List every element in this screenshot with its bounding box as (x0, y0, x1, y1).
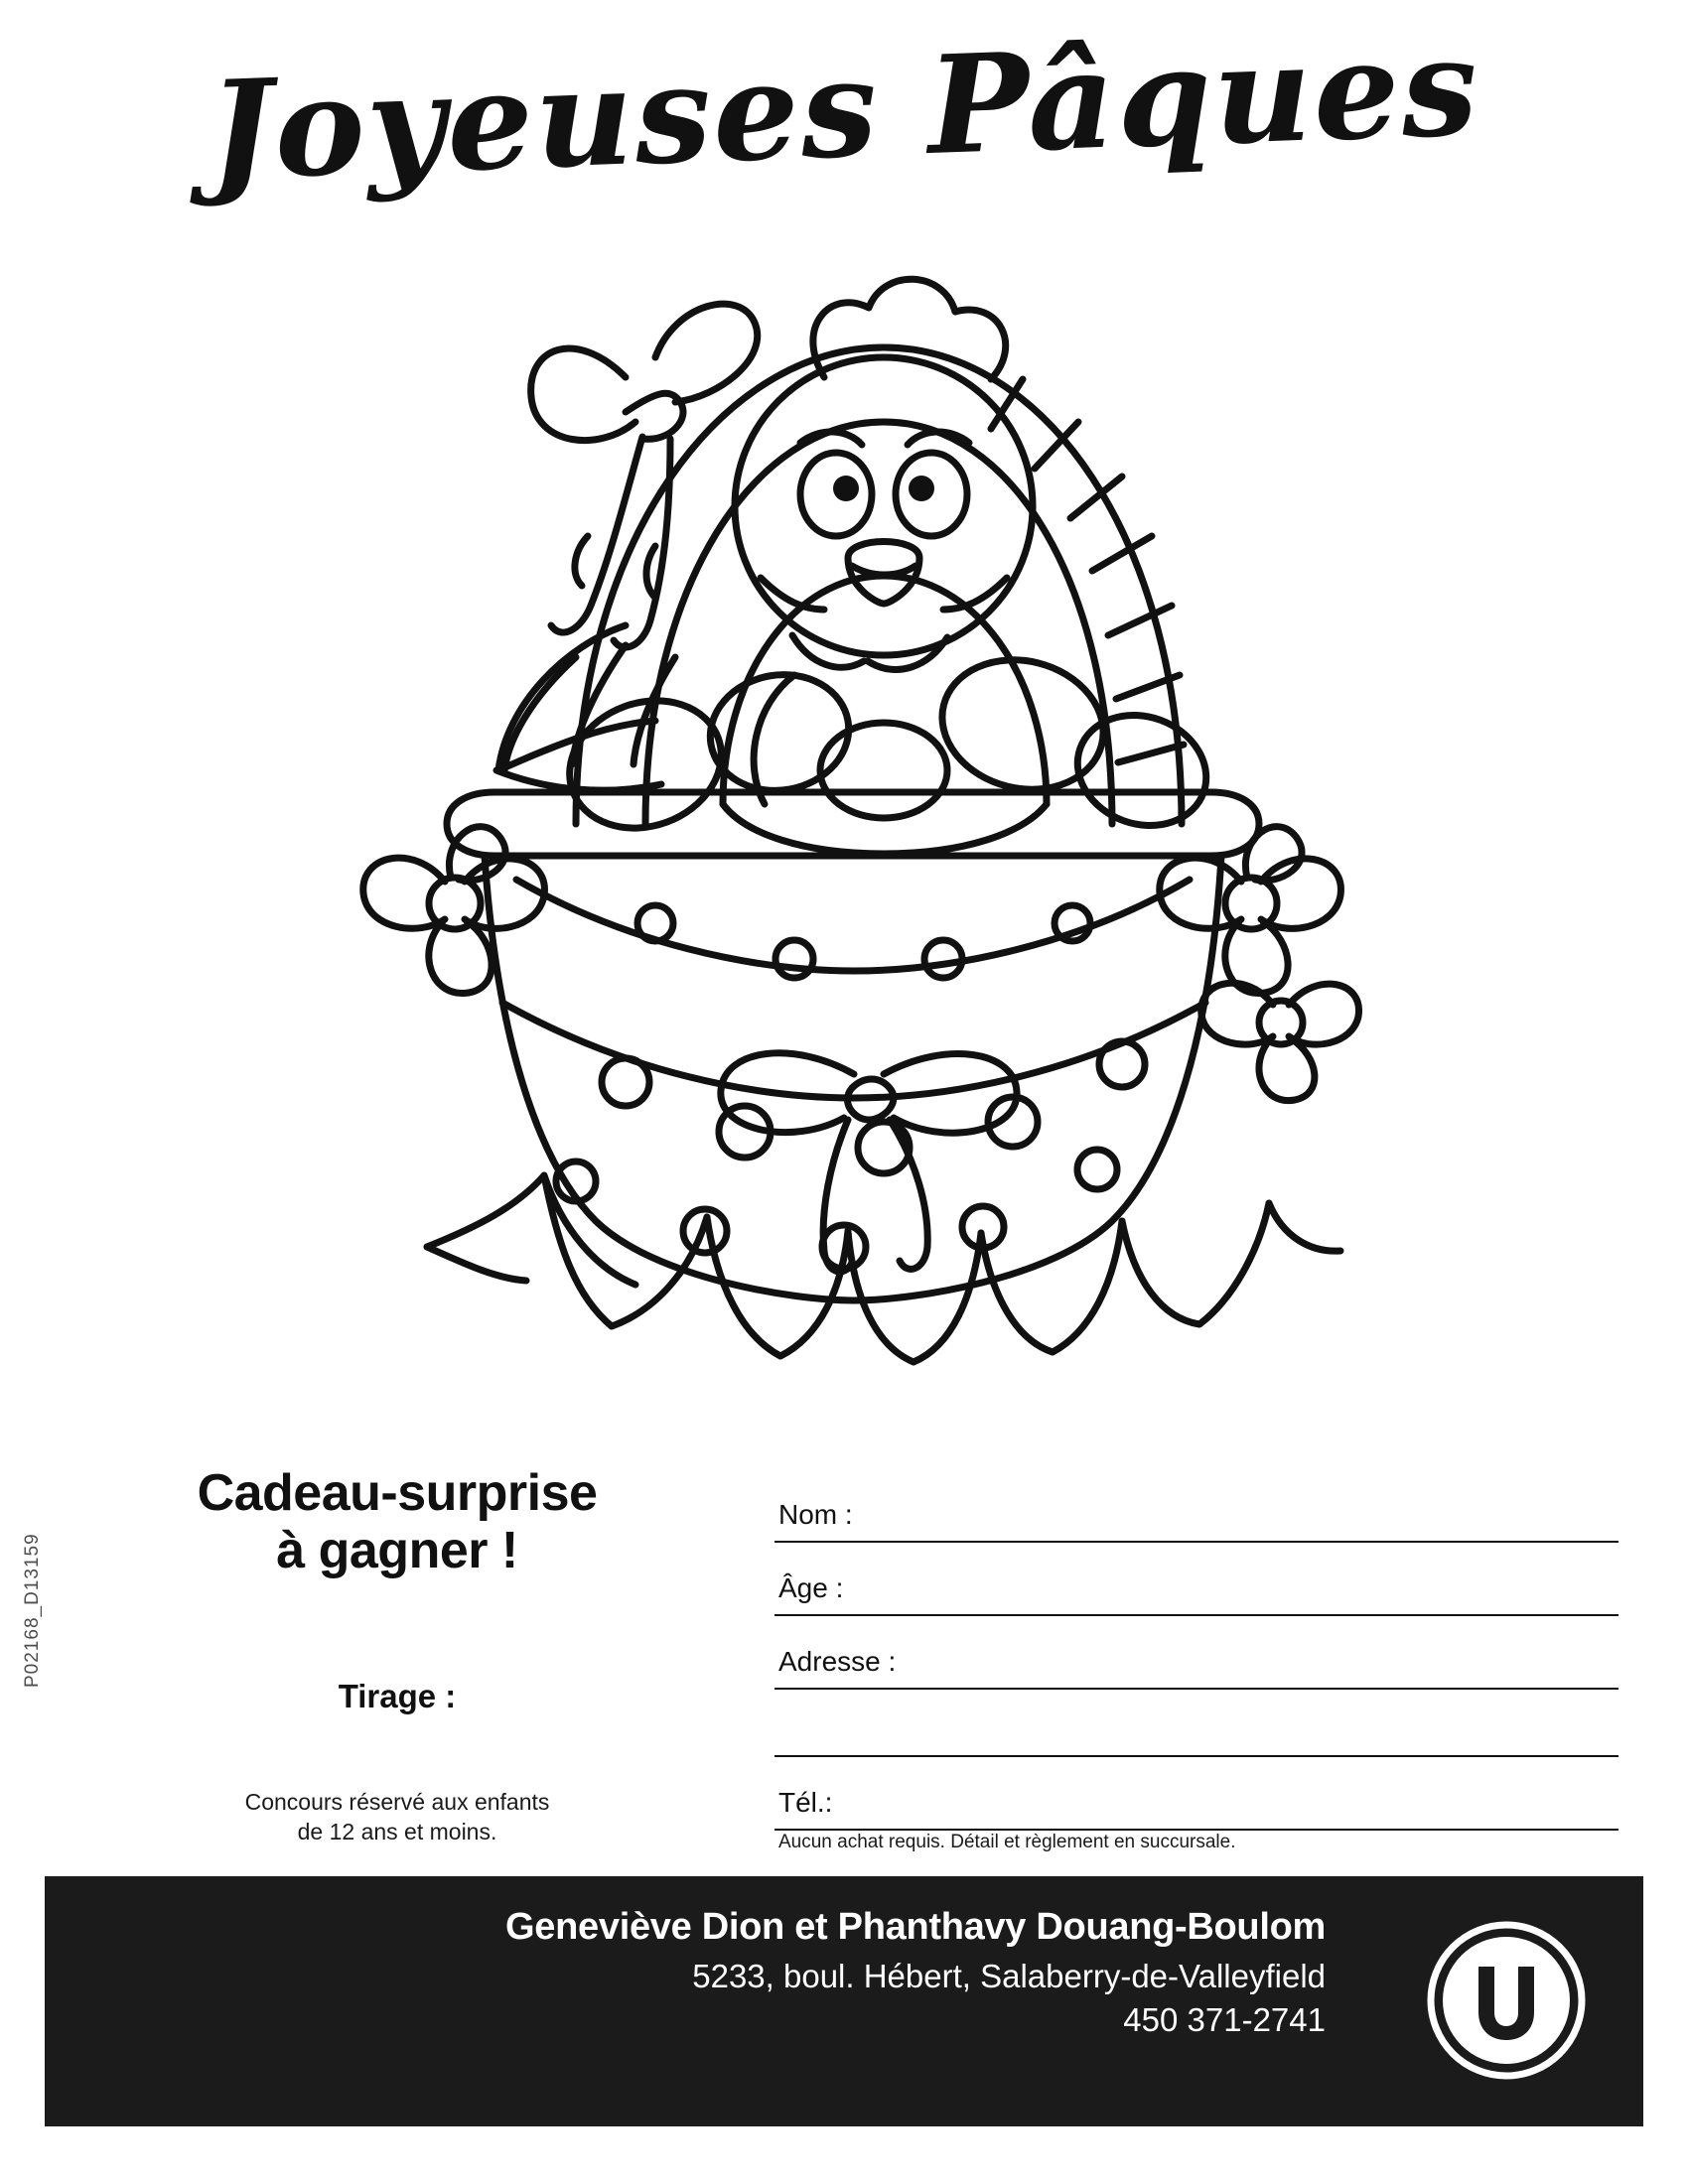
name-label: Nom : (778, 1499, 853, 1530)
age-label: Âge : (778, 1572, 844, 1603)
prize-heading-line2: à gagner ! (276, 1522, 518, 1580)
address-label: Adresse : (778, 1646, 897, 1677)
phone-input[interactable] (914, 1775, 1618, 1821)
form-row (774, 1469, 1618, 1543)
prize-heading-line1: Cadeau-surprise (197, 1464, 598, 1522)
print-code: P02168_D13159 (22, 1533, 43, 1688)
easter-basket-chick-icon (328, 208, 1370, 1439)
contest-note-line2: de 12 ans et moins. (297, 1819, 497, 1845)
phone-label: Tél.: (778, 1787, 833, 1818)
address-line2-input[interactable] (914, 1702, 1618, 1747)
page-title: Joyeuses Pâques (206, 7, 1482, 211)
merchant-address: 5233, boul. Hébert, Salaberry-de-Valleyfield (692, 1957, 1326, 1994)
prize-heading (119, 1464, 675, 1579)
address-input[interactable] (914, 1634, 1618, 1680)
draw-label: Tirage : (338, 1678, 457, 1714)
form-row (774, 1616, 1618, 1690)
form-row (774, 1543, 1618, 1616)
form-row (774, 1757, 1618, 1831)
name-input[interactable] (914, 1487, 1618, 1533)
contest-note (119, 1787, 675, 1847)
merchant-name: Geneviève Dion et Phanthavy Douang-Boulom (505, 1906, 1326, 1948)
form-row (774, 1690, 1618, 1757)
footer-banner (45, 1876, 1643, 2126)
legal-note: Aucun achat requis. Détail et règlement en succursale. (778, 1832, 1236, 1852)
entry-form (774, 1469, 1618, 1831)
merchant-phone: 450 371-2741 (1123, 2001, 1326, 2039)
u-logo-icon (1427, 1921, 1586, 2080)
footer-text-block (45, 1904, 1355, 2042)
age-input[interactable] (914, 1561, 1618, 1606)
contest-note-line1: Concours réservé aux enfants (244, 1789, 550, 1815)
